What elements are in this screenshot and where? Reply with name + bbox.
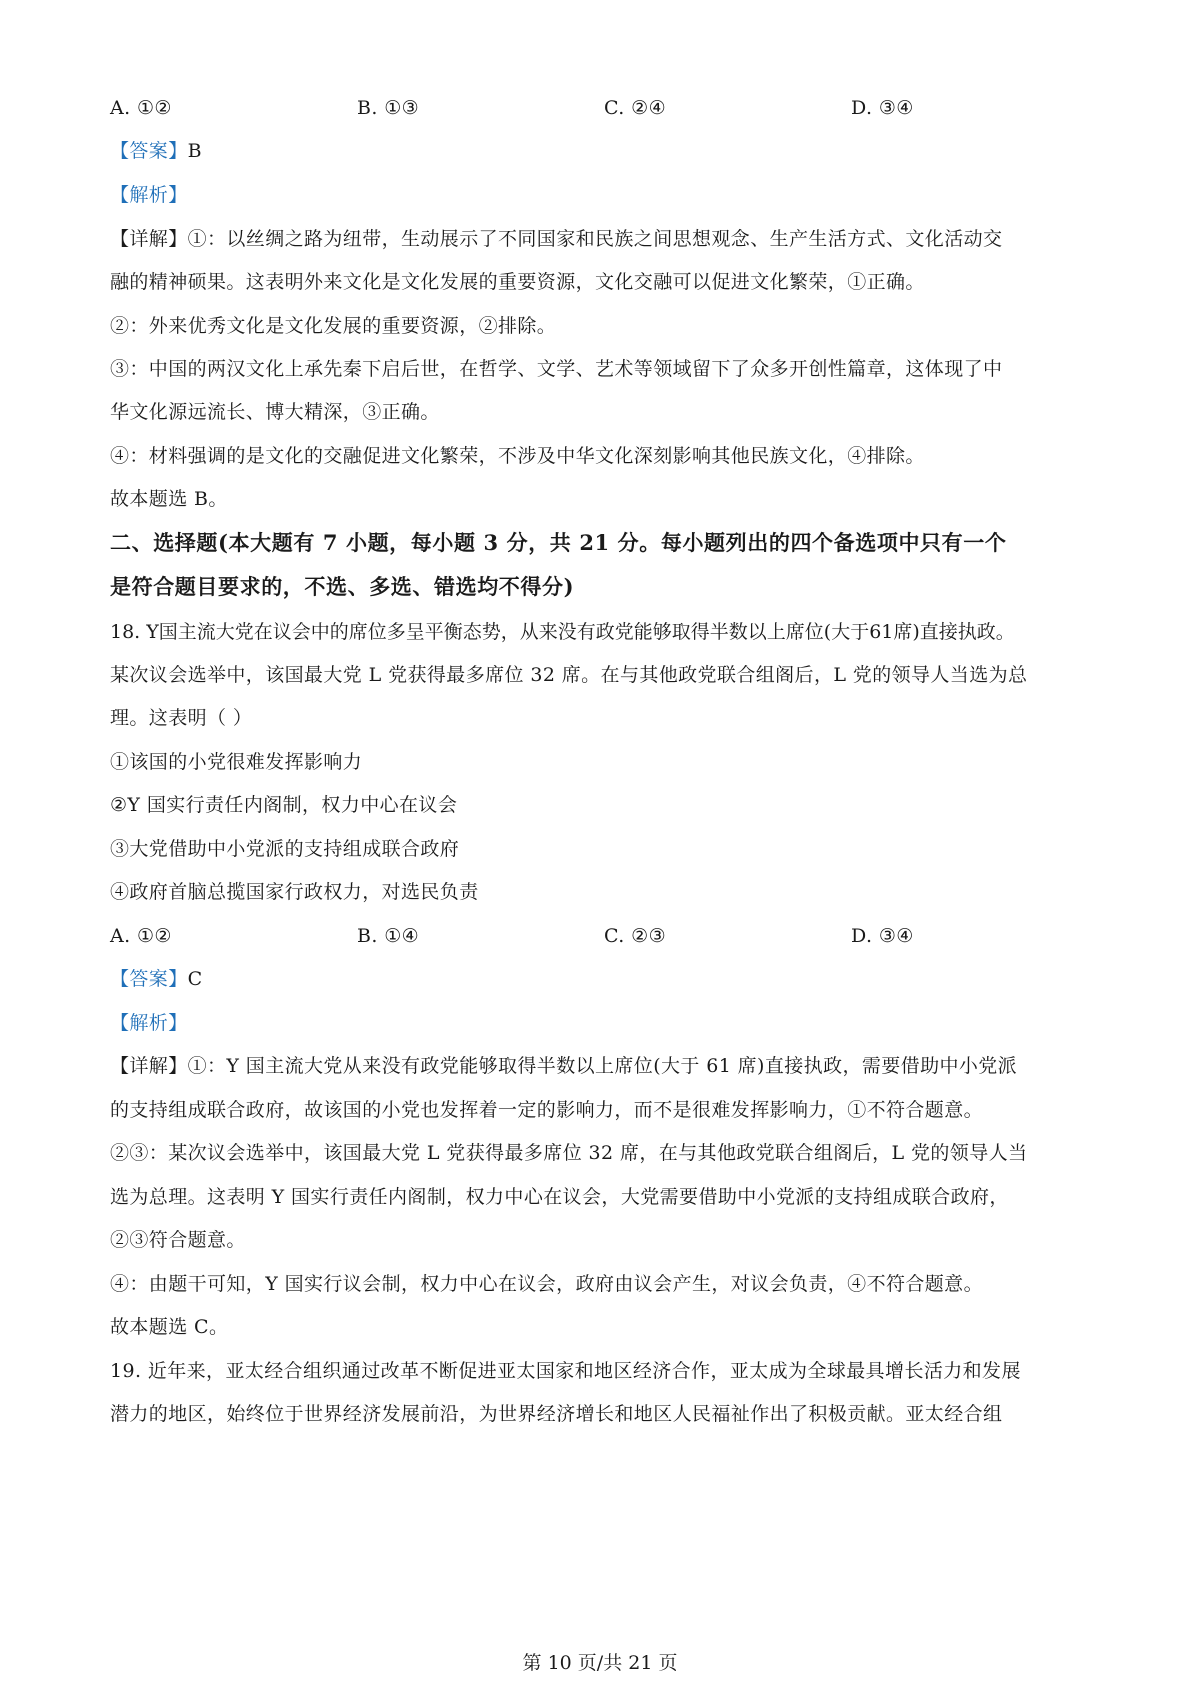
- q18-stem-line: 某次议会选举中，该国最大党 L 党获得最多席位 32 席。在与其他政党联合组阁后，L 党的领导人当选为总: [110, 664, 1028, 686]
- q18-options: [110, 923, 1100, 949]
- q17-option-d: D. ③④: [851, 97, 914, 119]
- q17-options: [110, 95, 1100, 121]
- answer-value: C: [187, 968, 203, 990]
- q18-stem-line: 理。这表明（ ）: [110, 707, 253, 729]
- q17-detail-line: 【详解】①：以丝绸之路为纽带，生动展示了不同国家和民族之间思想观念、生产生活方式、文化活动交: [110, 228, 1003, 250]
- q17-answer: [110, 138, 1100, 164]
- q18-answer: [110, 966, 1100, 992]
- q18-option-c: C. ②③: [604, 925, 667, 947]
- q18-detail-line: 的支持组成联合政府，故该国的小党也发挥着一定的影响力，而不是很难发挥影响力，①不符合题意。: [110, 1099, 984, 1121]
- q18-option-b: B. ①④: [357, 925, 420, 947]
- q18-stem-line: 18. Y国主流大党在议会中的席位多呈平衡态势，从来没有政党能够取得半数以上席位(大于61席)直接执政。: [110, 621, 1015, 643]
- q18-statement: ③大党借助中小党派的支持组成联合政府: [110, 838, 460, 860]
- q18-detail-line: ②③符合题意。: [110, 1229, 246, 1251]
- q17-detail-line: 融的精神硕果。这表明外来文化是文化发展的重要资源，文化交融可以促进文化繁荣，①正确。: [110, 271, 925, 293]
- q18-detail-line: ④：由题干可知，Y 国实行议会制，权力中心在议会，政府由议会产生，对议会负责，④不符合题意。: [110, 1273, 983, 1295]
- section-heading: 是符合题目要求的，不选、多选、错选均不得分): [110, 574, 575, 599]
- answer-tag: 【答案】: [110, 968, 188, 990]
- q19-stem-line: 19. 近年来，亚太经合组织通过改革不断促进亚太国家和地区经济合作，亚太成为全球最具增长活力和发展: [110, 1360, 1021, 1382]
- q17-detail-line: ④：材料强调的是文化的交融促进文化繁荣，不涉及中华文化深刻影响其他民族文化，④排除。: [110, 445, 925, 467]
- q18-statement: ④政府首脑总揽国家行政权力，对选民负责: [110, 881, 479, 903]
- q17-conclusion: 故本题选 B。: [110, 488, 228, 510]
- answer-tag: 【答案】: [110, 140, 188, 162]
- q18-statement: ①该国的小党很难发挥影响力: [110, 751, 363, 773]
- q17-detail-line: ②：外来优秀文化是文化发展的重要资源，②排除。: [110, 315, 557, 337]
- q18-detail-line: 【详解】①：Y 国主流大党从来没有政党能够取得半数以上席位(大于 61 席)直接执政，需要借助中小党派: [110, 1055, 1018, 1077]
- page-footer: 第 10 页/共 21 页: [522, 1652, 678, 1674]
- q17-analysis-tag: 【解析】: [110, 184, 188, 206]
- q18-detail-line: ②③：某次议会选举中，该国最大党 L 党获得最多席位 32 席，在与其他政党联合组阁后，L 党的领导人当: [110, 1142, 1028, 1164]
- q18-analysis-tag: 【解析】: [110, 1012, 188, 1034]
- q17-detail-line: ③：中国的两汉文化上承先秦下启后世，在哲学、文学、艺术等领域留下了众多开创性篇章，这体现了中: [110, 358, 1003, 380]
- q18-detail-line: 选为总理。这表明 Y 国实行责任内阁制，权力中心在议会，大党需要借助中小党派的支持组成联合政府，: [110, 1186, 1009, 1208]
- q17-option-b: B. ①③: [357, 97, 420, 119]
- detail-tag: 【详解】: [110, 1055, 188, 1077]
- q17-option-a: A. ①②: [110, 97, 172, 119]
- q18-option-a: A. ①②: [110, 925, 172, 947]
- section-heading: 二、选择题(本大题有 7 小题，每小题 3 分，共 21 分。每小题列出的四个备选项中只有一个: [110, 530, 1007, 555]
- q18-statement: ②Y 国实行责任内阁制，权力中心在议会: [110, 794, 458, 816]
- q19-stem-line: 潜力的地区，始终位于世界经济发展前沿，为世界经济增长和地区人民福祉作出了积极贡献。亚太经合组: [110, 1403, 1003, 1425]
- answer-value: B: [187, 140, 202, 162]
- q18-conclusion: 故本题选 C。: [110, 1316, 229, 1338]
- q18-option-d: D. ③④: [851, 925, 914, 947]
- q17-detail-line: 华文化源远流长、博大精深，③正确。: [110, 401, 440, 423]
- detail-tag: 【详解】: [110, 228, 188, 250]
- q17-option-c: C. ②④: [604, 97, 667, 119]
